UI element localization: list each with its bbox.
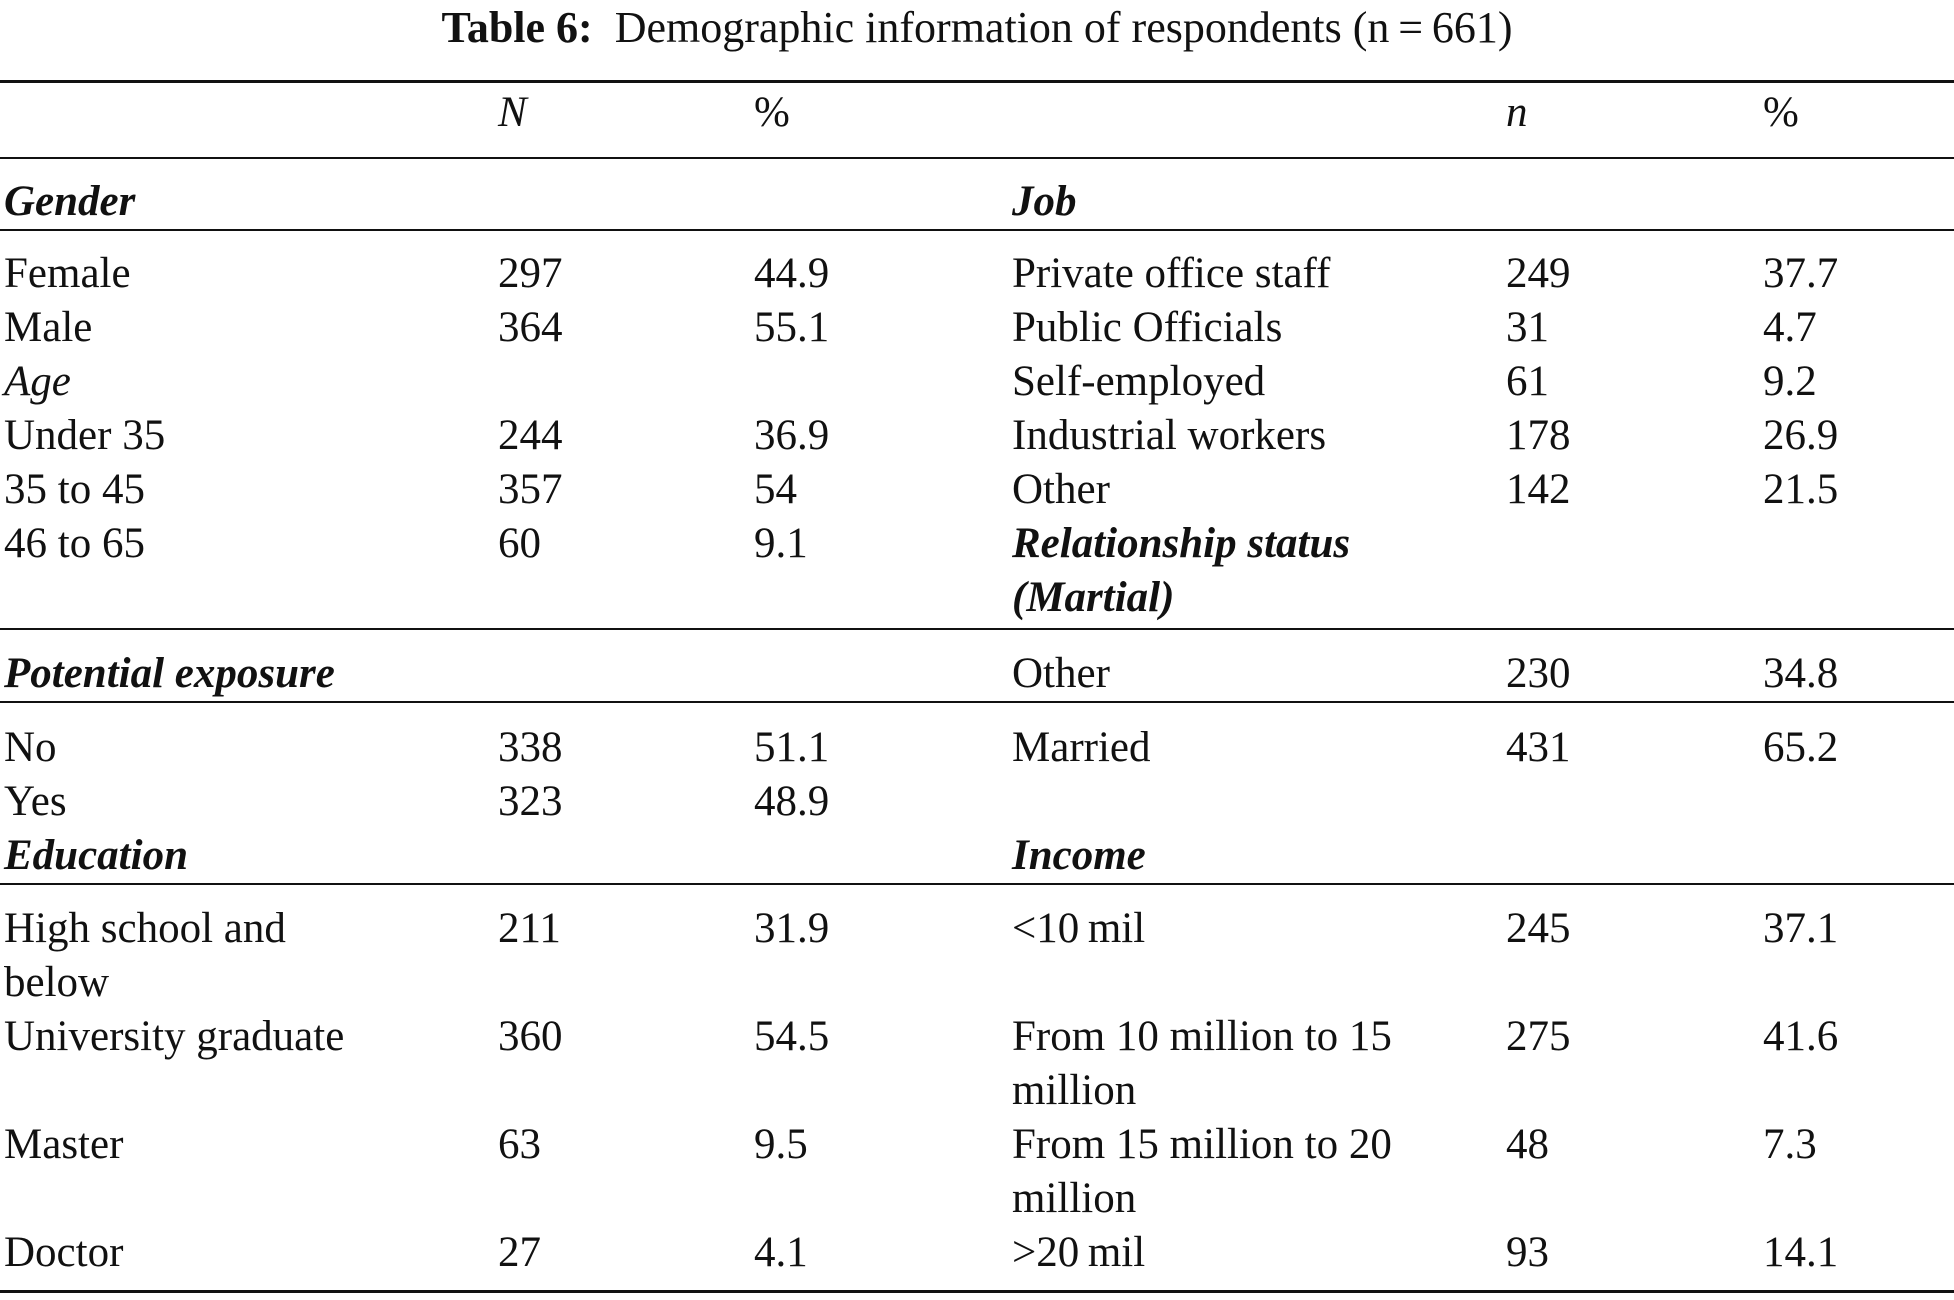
- row-pct: 31.9: [754, 905, 830, 952]
- row-n: 48: [1506, 1121, 1549, 1168]
- row-n: 297: [498, 250, 563, 297]
- header-right-pct: %: [1763, 89, 1799, 136]
- row-pct: 54: [754, 466, 797, 513]
- row-n: 244: [498, 412, 563, 459]
- row-label: Married: [1012, 724, 1151, 771]
- row-pct: 51.1: [754, 724, 830, 771]
- row-label: 46 to 65: [4, 520, 145, 567]
- row-pct: 65.2: [1763, 724, 1839, 771]
- row-label: From 10 million to 15 million: [1012, 1013, 1392, 1114]
- section-title-gender: Gender: [4, 178, 136, 225]
- row-pct: 55.1: [754, 304, 830, 351]
- section-title-income: Income: [1012, 832, 1146, 879]
- row-n: 431: [1506, 724, 1571, 771]
- row-pct: 9.5: [754, 1121, 808, 1168]
- section-title-education: Education: [4, 832, 188, 879]
- section-divider-rule: [0, 628, 1954, 630]
- row-n: 63: [498, 1121, 541, 1168]
- row-label: >20 mil: [1012, 1229, 1146, 1276]
- row-n: 93: [1506, 1229, 1549, 1276]
- row-pct: 48.9: [754, 778, 830, 825]
- row-n: 142: [1506, 466, 1571, 513]
- row-n: 249: [1506, 250, 1571, 297]
- row-label: No: [4, 724, 57, 771]
- header-rule: [0, 157, 1954, 159]
- gender-job-rule: [0, 229, 1954, 231]
- row-n: 61: [1506, 358, 1549, 405]
- row-n: 31: [1506, 304, 1549, 351]
- row-pct: 44.9: [754, 250, 830, 297]
- row-n: 230: [1506, 650, 1571, 697]
- row-pct: 9.1: [754, 520, 808, 567]
- section-title-age: Age: [4, 358, 71, 405]
- row-pct: 4.1: [754, 1229, 808, 1276]
- education-income-rule: [0, 883, 1954, 885]
- row-label: 35 to 45: [4, 466, 145, 513]
- row-label: Private office staff: [1012, 250, 1331, 297]
- row-n: 323: [498, 778, 563, 825]
- section-title-relationship: Relationship status (Martial): [1012, 520, 1351, 621]
- header-right-n: n: [1506, 89, 1528, 136]
- row-label: Male: [4, 304, 93, 351]
- table-caption-text: Demographic information of respondents (n = 661): [614, 3, 1513, 52]
- row-label: Public Officials: [1012, 304, 1283, 351]
- row-n: 338: [498, 724, 563, 771]
- row-pct: 54.5: [754, 1013, 830, 1060]
- section-title-exposure: Potential exposure: [4, 650, 335, 697]
- row-label: Other: [1012, 466, 1110, 513]
- row-pct: 21.5: [1763, 466, 1839, 513]
- row-pct: 34.8: [1763, 650, 1839, 697]
- row-label: From 15 million to 20 million: [1012, 1121, 1392, 1222]
- row-label: Doctor: [4, 1229, 124, 1276]
- row-label: University graduate: [4, 1013, 345, 1060]
- row-n: 360: [498, 1013, 563, 1060]
- row-n: 27: [498, 1229, 541, 1276]
- row-label: Industrial workers: [1012, 412, 1327, 459]
- row-label: Under 35: [4, 412, 166, 459]
- header-left-pct: %: [754, 89, 790, 136]
- row-n: 211: [498, 905, 561, 952]
- row-pct: 37.1: [1763, 905, 1839, 952]
- bottom-rule: [0, 1290, 1954, 1293]
- row-pct: 9.2: [1763, 358, 1817, 405]
- row-n: 245: [1506, 905, 1571, 952]
- row-n: 275: [1506, 1013, 1571, 1060]
- exposure-rule: [0, 701, 1954, 703]
- row-n: 364: [498, 304, 563, 351]
- row-pct: 37.7: [1763, 250, 1839, 297]
- row-pct: 36.9: [754, 412, 830, 459]
- top-rule: [0, 80, 1954, 83]
- row-pct: 26.9: [1763, 412, 1839, 459]
- row-label: Self-employed: [1012, 358, 1266, 405]
- row-n: 60: [498, 520, 541, 567]
- row-label: Other: [1012, 650, 1110, 697]
- row-label: Female: [4, 250, 131, 297]
- row-n: 357: [498, 466, 563, 513]
- table-caption: [0, 2, 1954, 54]
- header-left-n: N: [498, 89, 527, 136]
- table-caption-label: Table 6:: [441, 3, 593, 52]
- row-label: High school and below: [4, 905, 286, 1006]
- row-n: 178: [1506, 412, 1571, 459]
- row-pct: 41.6: [1763, 1013, 1839, 1060]
- row-label: Yes: [4, 778, 67, 825]
- section-title-job: Job: [1012, 178, 1077, 225]
- row-pct: 14.1: [1763, 1229, 1839, 1276]
- row-pct: 4.7: [1763, 304, 1817, 351]
- row-pct: 7.3: [1763, 1121, 1817, 1168]
- row-label: Master: [4, 1121, 124, 1168]
- row-label: <10 mil: [1012, 905, 1146, 952]
